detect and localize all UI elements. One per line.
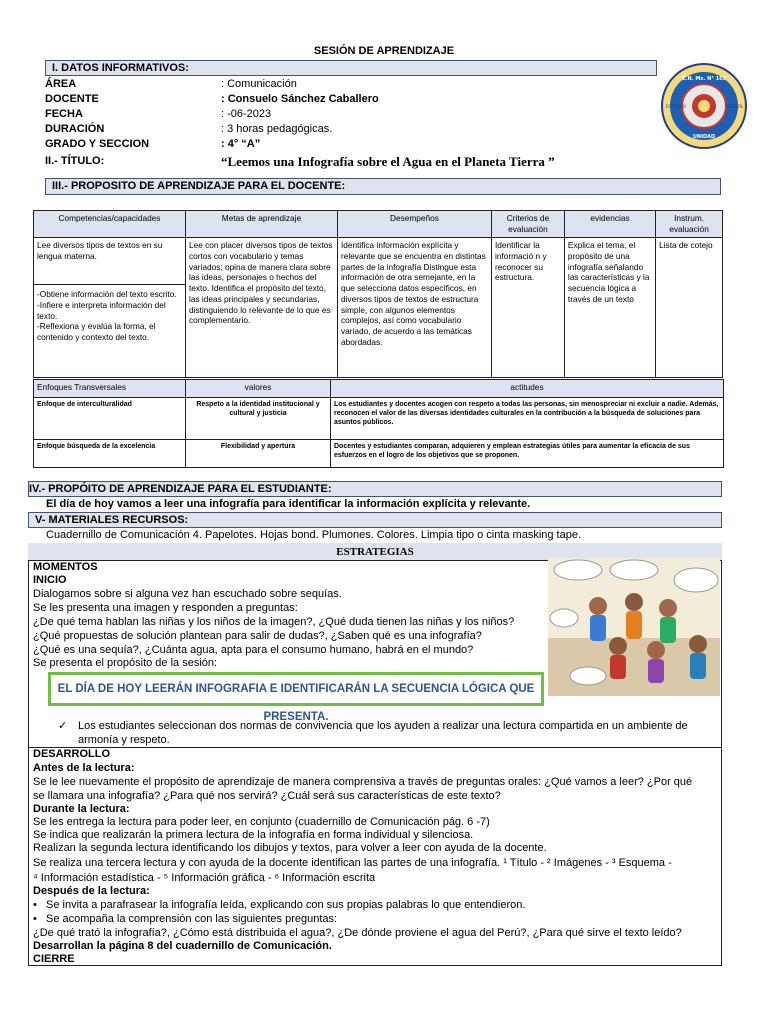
svg-text:DISCIPL.: DISCIPL. bbox=[726, 105, 745, 110]
info-label: GRADO Y SECCION bbox=[45, 138, 150, 150]
tercera-line: Se realiza una tercera lectura y con ayuda de la docente identifican las partes de una infografía. ¹ Título - ² Imágenes - ³ Esquema - bbox=[33, 857, 672, 869]
table-header: Instrum. evaluación bbox=[656, 211, 723, 238]
cierre-label: CIERRE bbox=[33, 953, 75, 965]
valor-cell: Flexibilidad y apertura bbox=[186, 440, 331, 468]
metas-cell: Lee con placer diversos tipos de textos cortos con vocabulario y temas variados; opina de manera clara sobre las ideas, personajes o hechos del texto. Identifica el propósito del texto, las ideas principales y secundarias, distinguiendo lo relevante de lo que es complementario. bbox=[185, 238, 337, 378]
table-header: Metas de aprendizaje bbox=[185, 211, 337, 238]
capacidades-text: -Obtiene información del texto escrito. -Infiere e interpreta información del texto. -Reflexiona y evalúa la forma, el contenido y contexto del texto. bbox=[37, 289, 177, 343]
competencias-table bbox=[33, 210, 723, 378]
titulo-label: II.- TÍTULO: bbox=[45, 155, 105, 167]
table-row bbox=[34, 398, 724, 440]
inicio-line: ¿Qué propuestas de solución plantean para salir de dudas?, ¿Saben qué es una infografía? bbox=[33, 630, 482, 642]
table-header: valores bbox=[186, 380, 331, 398]
despues-label: Después de la lectura: bbox=[33, 885, 150, 897]
svg-text:UNIDAD: UNIDAD bbox=[692, 134, 716, 140]
inicio-line: ¿De qué tema hablan las niñas y los niños de la imagen?, ¿Qué duda tienen las niñas y los niños? bbox=[33, 616, 515, 628]
antes-label: Antes de la lectura: bbox=[33, 762, 135, 774]
despues-line: Se invita a parafrasear la infografía leída, explicando con sus propias palabras lo que entendieron. bbox=[46, 899, 526, 911]
info-value: : Comunicación bbox=[221, 78, 297, 90]
school-seal-icon bbox=[660, 62, 748, 150]
divider bbox=[28, 747, 722, 748]
inicio-line: Se presenta el propósito de la sesión: bbox=[33, 657, 218, 669]
info-label: ÁREA bbox=[45, 78, 77, 90]
desarrollan-line: Desarrollan la página 8 del cuadernillo de Comunicación. bbox=[33, 940, 332, 952]
table-header: Criterios de evaluación bbox=[491, 211, 564, 238]
desarrollo-label: DESARROLLO bbox=[33, 748, 110, 760]
info-label: DOCENTE bbox=[45, 93, 99, 105]
durante-line: Realizan la segunda lectura identificando los dibujos y textos, para volver a leer con ayuda de la docente. bbox=[33, 842, 547, 854]
proposito-sesion-banner: EL DÍA DE HOY LEERÁN INFOGRAFIA E IDENTIFICARÁN LA SECUENCIA LÓGICA QUE PRESENTA. bbox=[48, 672, 544, 706]
durante-line: Se les entrega la lectura para poder leer, en conjunto (cuadernillo de Comunicación pág. 6 -7) bbox=[33, 816, 490, 828]
bullet-icon: • bbox=[33, 899, 37, 911]
svg-text:C.N. Mx. N° 163: C.N. Mx. N° 163 bbox=[681, 76, 727, 82]
materiales-text: Cuadernillo de Comunicación 4. Papelotes. Hojas bond. Plumones. Colores. Limpia tipo o cinta masking tape. bbox=[46, 529, 582, 541]
table-header: Competencias/capacidades bbox=[34, 211, 186, 238]
table-row bbox=[34, 440, 724, 468]
document-title: SESIÓN DE APRENDIZAJE bbox=[313, 45, 455, 57]
durante-line: Se indica que realizarán la primera lectura de la infografía en forma individual y silenciosa. bbox=[33, 829, 474, 841]
momentos-label: MOMENTOS bbox=[33, 561, 98, 573]
actitud-cell: Docentes y estudiantes comparan, adquieren y emplean estrategias útiles para aumentar la eficacia de sus esfuerzos en el logro de los objetivos que se proponen. bbox=[331, 440, 724, 468]
table-header: Desempeños bbox=[337, 211, 491, 238]
table-header: evidencias bbox=[564, 211, 655, 238]
bullet-icon: • bbox=[33, 913, 37, 925]
section-proposito-estudiante: IV.- PROPÓITO DE APRENDIZAJE PARA EL ESTUDIANTE: bbox=[28, 481, 722, 497]
competencia-text: Lee diversos tipos de textos en su lengua materna. bbox=[34, 238, 185, 285]
inicio-label: INICIO bbox=[33, 574, 67, 586]
enfoque-cell: Enfoque de interculturalidad bbox=[34, 398, 186, 440]
titulo-value: “Leemos una Infografía sobre el Agua en el Planeta Tierra ” bbox=[221, 154, 555, 169]
info-value: : 3 horas pedagógicas. bbox=[221, 123, 333, 135]
durante-label: Durante la lectura: bbox=[33, 803, 130, 815]
evidencias-cell: Explica el tema, el propósito de una infografía señalando las características y la secuencia lógica a través de un texto bbox=[564, 238, 655, 378]
table-header: Enfoques Transversales bbox=[34, 380, 186, 398]
estrategias-header: ESTRATEGIAS bbox=[28, 543, 722, 561]
svg-text:ESTUDIO: ESTUDIO bbox=[666, 105, 687, 110]
competencia-cell bbox=[34, 238, 186, 378]
inicio-line: Se les presenta una imagen y responden a preguntas: bbox=[33, 602, 298, 614]
info-value: : -06-2023 bbox=[221, 108, 272, 120]
antes-line: se llamara una infografía? ¿Para qué nos servirá? ¿Cuál será sus características de este texto? bbox=[33, 790, 501, 802]
section-materiales: V- MATERIALES RECURSOS: bbox=[28, 512, 722, 528]
info-label: FECHA bbox=[45, 108, 83, 120]
inicio-line: Dialogamos sobre si alguna vez han escuchado sobre sequías. bbox=[33, 588, 342, 600]
proposito-estudiante-text: El día de hoy vamos a leer una infografía para identificar la información explícita y relevante. bbox=[46, 498, 531, 510]
actitud-cell: Los estudiantes y docentes acogen con respeto a todas las personas, sin menospreciar ni excluir a nadie. Además, reconocen el valor de las diversas identidades culturales en la contribución a la búsqueda de soluciones para asuntos públicos. bbox=[331, 398, 724, 440]
despues-line: Se acompaña la comprensión con las siguientes preguntas: bbox=[46, 913, 338, 925]
antes-line: Se le lee nuevamente el propósito de aprendizaje de manera comprensiva a través de preguntas orales: ¿Qué vamos a leer? ¿Por qué bbox=[33, 776, 693, 788]
enfoques-table bbox=[33, 379, 724, 468]
instrumento-cell: Lista de cotejo bbox=[656, 238, 723, 378]
info-label: DURACIÓN bbox=[45, 123, 105, 135]
desempenos-cell: Identifica información explícita y relevante que se encuentra en distintas partes de la infografía Distingue esta información de otra semejante, en la que selecciona datos específicos, en diversos tipos de textos de estructura simple, con algunos elementos complejos, así como vocabulario variado, de acuerdo a las temáticas abordadas. bbox=[337, 238, 491, 378]
criterios-cell: Identificar la informació n y reconocer su estructura. bbox=[491, 238, 564, 378]
normas-line: Los estudiantes seleccionan dos normas de convivencia que los ayuden a realizar una lectura compartida en un ambiente de bbox=[78, 720, 688, 732]
inicio-line: ¿Qué es una sequía?, ¿Cuánta agua, apta para el consumo humano, habrá en el mundo? bbox=[33, 644, 474, 656]
tercera-line: ⁴ Información estadística - ⁵ Información gráfica - ⁶ Información escrita bbox=[33, 872, 376, 884]
info-value: : Consuelo Sánchez Caballero bbox=[221, 93, 379, 105]
info-value: : 4° “A” bbox=[221, 138, 261, 150]
section-datos-informativos: I. DATOS INFORMATIVOS: bbox=[45, 60, 657, 76]
despues-questions: ¿De qué trató la infografía?, ¿Cómo está distribuida el agua?, ¿De dónde proviene el agua del Perú?, ¿Para qué sirve el texto leído? bbox=[33, 927, 682, 939]
section-proposito-docente: III.- PROPOSITO DE APRENDIZAJE PARA EL DOCENTE: bbox=[45, 178, 721, 195]
children-illustration-image bbox=[548, 558, 720, 696]
enfoque-cell: Enfoque búsqueda de la excelencia bbox=[34, 440, 186, 468]
normas-line: armonía y respeto. bbox=[78, 734, 170, 746]
check-icon: ✓ bbox=[58, 720, 68, 732]
table-header: actitudes bbox=[331, 380, 724, 398]
valor-cell: Respeto a la identidad institucional y cultural y justicia bbox=[186, 398, 331, 440]
